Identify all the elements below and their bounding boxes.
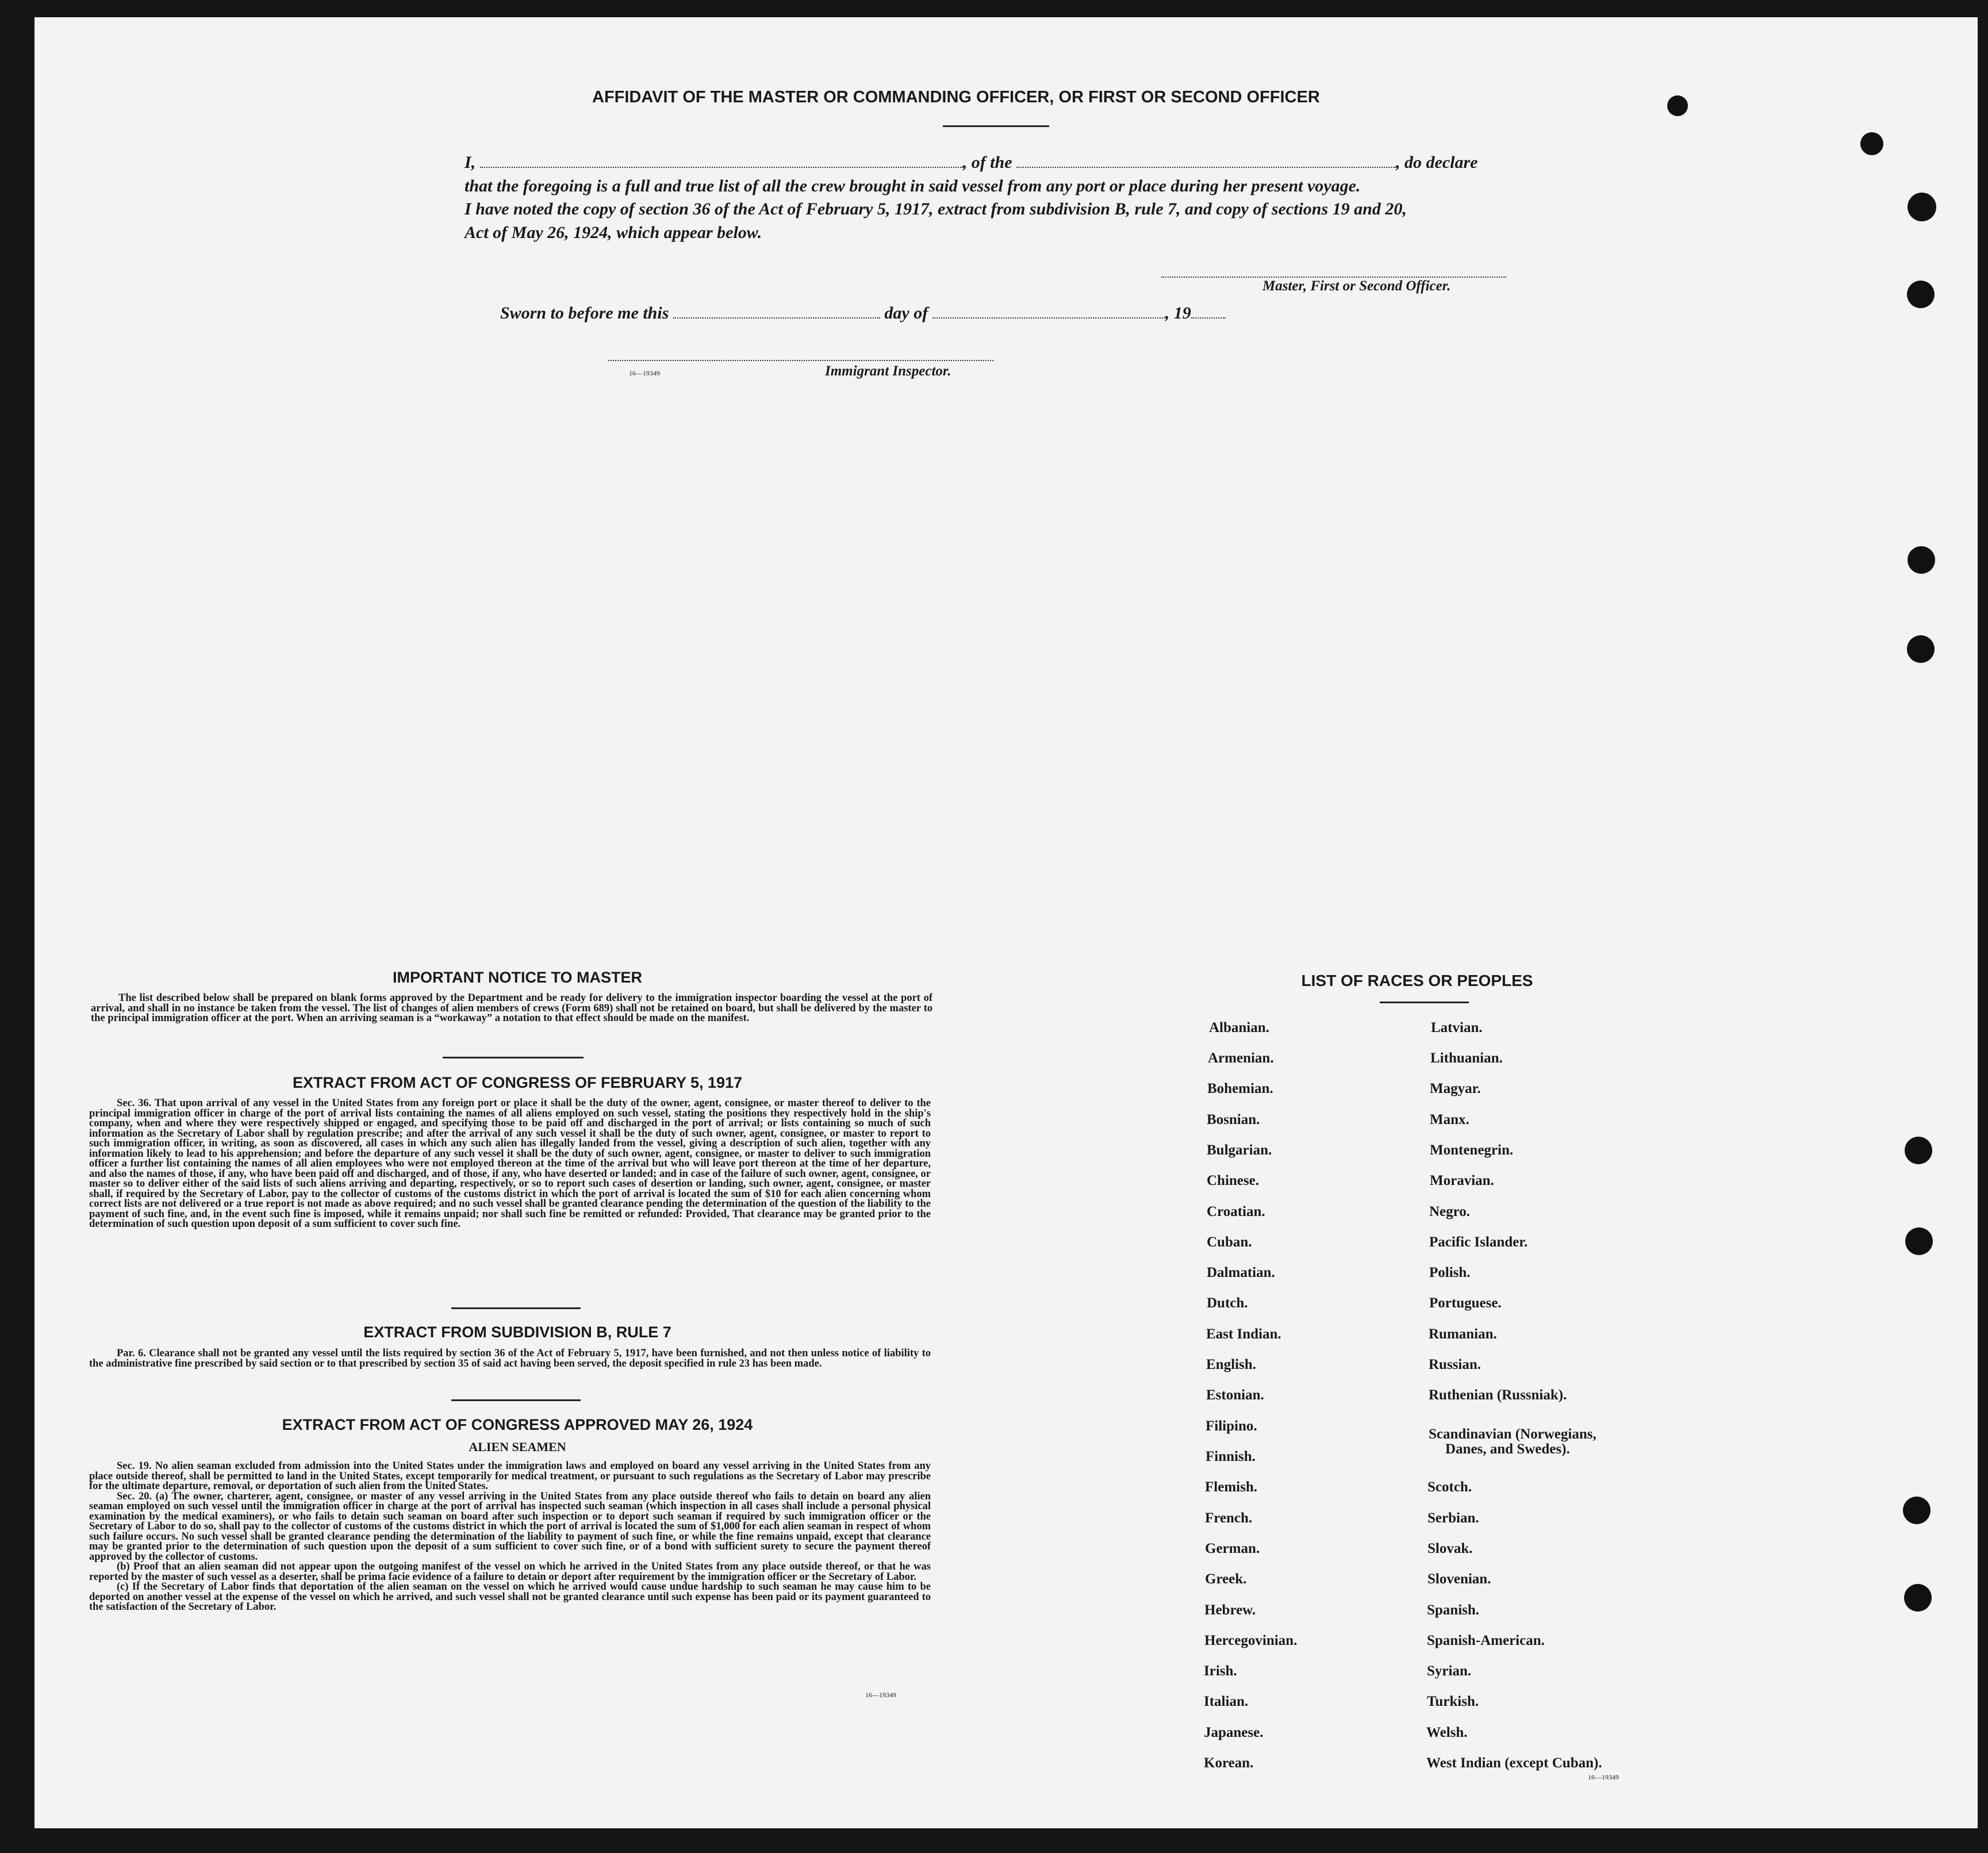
notice-paragraph: The list described below shall be prepared on blank forms approved by the Department and be ready for delivery to the immigration inspector boarding the vessel at the port of arrival, and shall in no instance be taken from the vessel. The list of changes of alien members of crews (Form 689) shall not be retained on board, but shall be delivered by the master to the principal immigration officer at the port. When an arriving seaman is a “workaway” a notation to that effect should be made on the manifest. <box>91 992 932 1024</box>
race-left: Bulgarian. <box>1207 1142 1272 1158</box>
extract-1917-divider <box>451 1307 581 1309</box>
rule-7-body <box>89 1349 931 1369</box>
race-right: Moravian. <box>1430 1173 1494 1188</box>
races-divider <box>1380 1002 1469 1003</box>
name-field[interactable] <box>480 166 963 168</box>
race-left: Dutch. <box>1207 1295 1248 1311</box>
punch-hole <box>1905 1227 1933 1255</box>
race-left: Bosnian. <box>1207 1112 1260 1127</box>
race-left: Greek. <box>1205 1571 1247 1587</box>
do-declare-label: , do declare <box>1396 153 1478 172</box>
race-left: Hercegovinian. <box>1204 1633 1298 1648</box>
section-20b-paragraph: (b) Proof that an alien seaman did not appear upon the outgoing manifest of the vessel on which he arrived in the United States from any place outside thereof, or that he was reported by the master of such vessel as a deserter, shall be prima facie evidence of a failure to detain or deport after requirement by the immigration officer or the Secretary of Labor. <box>89 1561 931 1583</box>
vessel-field[interactable] <box>1016 166 1396 168</box>
race-left: Croatian. <box>1207 1204 1265 1219</box>
notice-divider <box>443 1057 584 1058</box>
race-left: Albanian. <box>1209 1020 1269 1035</box>
race-left: Italian. <box>1204 1694 1249 1709</box>
inspector-caption: Immigrant Inspector. <box>825 363 951 379</box>
rule-7-title: EXTRACT FROM SUBDIVISION B, RULE 7 <box>363 1323 671 1341</box>
race-right: Lithuanian. <box>1430 1050 1503 1066</box>
race-right: Slovak. <box>1427 1541 1473 1556</box>
races-title: LIST OF RACES OR PEOPLES <box>1301 972 1533 989</box>
i-label: I, <box>465 153 476 172</box>
race-left: Flemish. <box>1205 1479 1257 1495</box>
of-the-label: , of the <box>962 153 1012 172</box>
extract-1917-title: EXTRACT FROM ACT OF CONGRESS OF FEBRUARY 5, 1917 <box>292 1074 743 1091</box>
section-19-paragraph: Sec. 19. No alien seaman excluded from admission into the United States under the immigration laws and employed on board any vessel arriving in the United States from any place outside thereof, shall be permitted to land in the United States, except temporarily for medical treatment, or pursuant to such regulations as the Secretary of Labor may prescribe for the ultimate departure, removal, or deportation of such alien from the United States. <box>89 1460 931 1492</box>
punch-hole <box>1908 546 1935 574</box>
declaration-line-4: Act of May 26, 1924, which appear below. <box>465 223 762 242</box>
punch-hole <box>1667 95 1688 116</box>
race-right: Scandinavian (Norwegians, <box>1429 1426 1596 1442</box>
race-left: French. <box>1205 1510 1253 1526</box>
declaration-line-1 <box>465 153 1477 172</box>
race-right: Polish. <box>1429 1265 1471 1280</box>
race-right: Spanish. <box>1427 1602 1480 1618</box>
sworn-label: Sworn to before me this <box>500 304 669 323</box>
declaration-line-2: that the foregoing is a full and true list of all the crew brought in said vessel from any port or place during her present voyage. <box>465 177 1361 195</box>
race-left: Armenian. <box>1208 1050 1274 1066</box>
paragraph-6: Par. 6. Clearance shall not be granted any vessel until the lists required by section 36 of the Act of February 5, 1917, have been furnished, and not then unless notice of liability to the administrative fine prescribed by said section or to that prescribed by section 35 of said act having been served, the deposit specified in rule 23 has been made. <box>89 1348 931 1369</box>
day-of-label: day of <box>884 304 928 323</box>
race-left: Hebrew. <box>1204 1602 1256 1618</box>
punch-hole <box>1907 281 1935 308</box>
title-divider <box>943 125 1049 127</box>
race-right: Magyar. <box>1430 1081 1481 1096</box>
race-left: Japanese. <box>1204 1725 1264 1740</box>
race-right: Serbian. <box>1427 1510 1479 1526</box>
race-right: Turkish. <box>1427 1694 1479 1709</box>
section-36-paragraph: Sec. 36. That upon arrival of any vessel in the United States from any foreign port or place it shall be the duty of the owner, agent, consignee, or master thereof to deliver to the principal immigration officer in charge of the port of arrival lists containing the names of all aliens employed on such vessel, stating the positions they respectively hold in the ship's company, when and where they were respectively shipped or engaged, and specifying those to be paid off and discharged in the port of arrival; or lists containing so much of such information as the Secretary of Labor shall by regulation prescribe; and after the arrival of any such vessel it shall be the duty of such owner, agent, consignee, or master to report to such immigration officer, in writing, as soon as discovered, all cases in which any such alien has illegally landed from the vessel, giving a description of such alien, together with any information likely to lead to his apprehension; and before the departure of any such vessel it shall be the duty of such owner, agent, consignee, or master to deliver to such immigration officer a further list containing the names of all alien employees who were not employed thereon at the time of the arrival but who will leave port thereon at the time of her departure, and also the names of those, if any, who have been paid off and discharged, and of those, if any, who have deserted or landed; and in case of the failure of such owner, agent, consignee, or master so to deliver either of the said lists of such aliens arriving and departing, respectively, or so to report such cases of desertion or landing, such owner, agent, consignee, or master shall, if required by the Secretary of Labor, pay to the collector of customs of the customs district in which the port of arrival is located the sum of $10 for each alien concerning whom correct lists are not delivered or a true report is not made as above required; and no such vessel shall be granted clearance pending the determination of the question of the liability to the payment of such fine, and, in the event such fine is imposed, while it remains unpaid; nor shall such fine be remitted or refunded: Provided, That clearance may be granted prior to the determination of such question upon deposit of a sum sufficient to cover such fine. <box>89 1098 931 1230</box>
race-right: Spanish-American. <box>1427 1633 1545 1648</box>
signature-line[interactable] <box>1161 276 1506 278</box>
section-20c-paragraph: (c) If the Secretary of Labor finds that deportation of the alien seaman on the vessel on which he arrived would cause undue hardship to such seaman he may cause him to be deported on another vessel at the expense of the vessel on which he arrived, and such vessel shall not be granted clearance until such expense has been paid or its payment guaranteed to the satisfaction of the Secretary of Labor. <box>89 1581 931 1613</box>
race-left: German. <box>1205 1541 1260 1556</box>
race-right: Pacific Islander. <box>1429 1234 1528 1250</box>
race-left: Irish. <box>1204 1663 1237 1679</box>
affidavit-form-number: 16—19349 <box>629 369 660 377</box>
race-right: Rumanian. <box>1429 1326 1497 1342</box>
race-right: Portuguese. <box>1429 1295 1502 1311</box>
punch-hole <box>1860 132 1883 155</box>
punch-hole <box>1903 1497 1931 1524</box>
races-form-number: 16—19349 <box>1588 1773 1619 1781</box>
signature-caption: Master, First or Second Officer. <box>1262 278 1451 294</box>
punch-hole <box>1904 1584 1932 1612</box>
race-left: Filipino. <box>1206 1418 1257 1434</box>
punch-hole <box>1907 635 1935 663</box>
race-right: Slovenian. <box>1427 1571 1491 1587</box>
race-right: Danes, and Swedes). <box>1445 1441 1570 1457</box>
race-right: Ruthenian (Russniak). <box>1429 1387 1567 1403</box>
race-left: Bohemian. <box>1207 1081 1273 1096</box>
extract-1924-form-number: 16—19349 <box>865 1691 896 1699</box>
race-right: Montenegrin. <box>1430 1142 1514 1158</box>
race-left: East Indian. <box>1206 1326 1281 1342</box>
race-right: West Indian (except Cuban). <box>1426 1755 1602 1771</box>
punch-hole <box>1908 193 1936 221</box>
race-left: Estonian. <box>1206 1387 1264 1403</box>
race-right: Negro. <box>1429 1204 1471 1219</box>
race-left: Cuban. <box>1207 1234 1252 1250</box>
race-left: Korean. <box>1204 1755 1254 1771</box>
section-20a-paragraph: Sec. 20. (a) The owner, charterer, agent, consignee, or master of any vessel arriving in the United States from any place outside thereof who fails to detain on board any alien seaman employed on such vessel until the immigration officer in charge at the port of arrival has inspected such seaman (which inspection in all cases shall include a personal physical examination by the medical examiners), or who fails to detain such seaman on board after such inspection or to deport such seaman if required by such immigration officer or the Secretary of Labor to do so, shall pay to the collector of customs of the customs district in which the port of arrival is located the sum of $1,000 for each alien seaman in respect of whom such failure occurs. No such vessel shall be granted clearance pending the determination of the liability to payment of such fine, or while the fine remains unpaid, except that clearance may be granted prior to the determination of such question upon the deposit of a sum sufficient to cover such fine, or of a bond with sufficient surety to secure the payment thereof approved by the collector of customs. <box>89 1490 931 1563</box>
rule-7-divider <box>451 1399 581 1401</box>
race-left: Finnish. <box>1206 1449 1256 1464</box>
sworn-line <box>500 304 1226 323</box>
extract-1924-body <box>89 1461 931 1613</box>
race-right: Russian. <box>1429 1357 1482 1372</box>
declaration-line-3: I have noted the copy of section 36 of the Act of February 5, 1917, extract from subdivision B, rule 7, and copy of sections 19 and 20, <box>465 200 1407 218</box>
race-left: Dalmatian. <box>1207 1265 1275 1280</box>
notice-body <box>91 993 932 1024</box>
extract-1924-title: EXTRACT FROM ACT OF CONGRESS APPROVED MAY 26, 1924 <box>282 1416 753 1433</box>
race-left: Chinese. <box>1207 1173 1259 1188</box>
race-right: Welsh. <box>1426 1725 1468 1740</box>
sworn-month-field[interactable] <box>932 317 1165 319</box>
alien-seamen-subtitle: ALIEN SEAMEN <box>469 1440 566 1454</box>
year-prefix-label: , 19 <box>1165 304 1191 323</box>
notice-title: IMPORTANT NOTICE TO MASTER <box>393 969 642 986</box>
race-right: Syrian. <box>1427 1663 1472 1679</box>
affidavit-title: AFFIDAVIT OF THE MASTER OR COMMANDING OFFICER, OR FIRST OR SECOND OFFICER <box>592 88 1320 106</box>
race-right: Scotch. <box>1427 1479 1472 1495</box>
extract-1917-body <box>89 1099 931 1230</box>
race-right: Latvian. <box>1431 1020 1483 1035</box>
sworn-day-field[interactable] <box>673 317 880 319</box>
inspector-signature-line[interactable] <box>608 359 993 361</box>
race-left: English. <box>1206 1357 1256 1372</box>
race-right: Manx. <box>1430 1112 1469 1127</box>
punch-hole <box>1905 1137 1932 1164</box>
sworn-year-field[interactable] <box>1191 317 1226 319</box>
